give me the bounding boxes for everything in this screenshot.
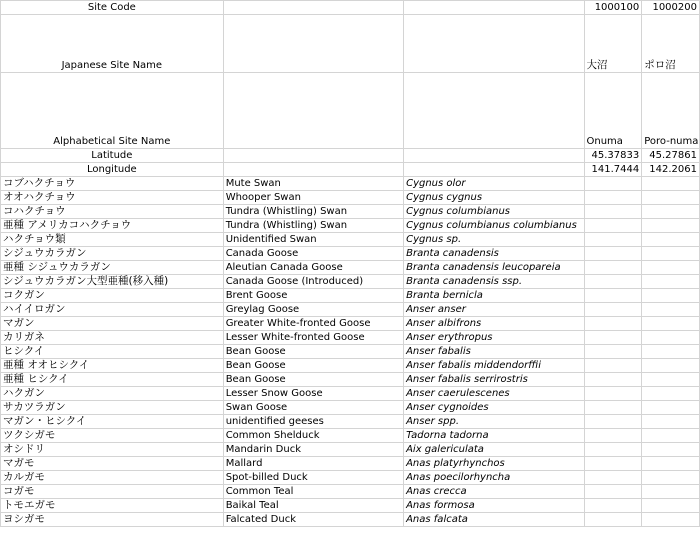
species-scientific-name-cell[interactable]: Cygnus olor bbox=[404, 177, 584, 191]
species-japanese-name-cell[interactable]: シジュウカラガン bbox=[1, 247, 224, 261]
species-scientific-name-cell[interactable]: Anser fabalis serrirostris bbox=[404, 373, 584, 387]
alphabetical-site-name-header[interactable]: Alphabetical Site Name bbox=[1, 73, 224, 149]
species-japanese-name-cell[interactable]: カリガネ bbox=[1, 331, 224, 345]
count-cell[interactable] bbox=[584, 429, 642, 443]
species-row bbox=[1, 191, 700, 205]
species-row bbox=[1, 261, 700, 275]
japanese-site-name-row bbox=[1, 15, 700, 73]
empty-cell[interactable] bbox=[404, 1, 584, 15]
count-cell[interactable] bbox=[584, 513, 642, 527]
count-cell[interactable] bbox=[584, 205, 642, 219]
species-japanese-name-cell[interactable]: コクガン bbox=[1, 289, 224, 303]
longitude-cell[interactable]: 142.2061 bbox=[642, 163, 700, 177]
species-english-name-cell[interactable]: Baikal Teal bbox=[223, 499, 403, 513]
species-row bbox=[1, 219, 700, 233]
count-cell[interactable] bbox=[642, 457, 700, 471]
longitude-row bbox=[1, 163, 700, 177]
species-english-name-cell[interactable]: Unidentified Swan bbox=[223, 233, 403, 247]
species-japanese-name-cell[interactable]: コガモ bbox=[1, 485, 224, 499]
species-japanese-name-cell[interactable]: 亜種 ヒシクイ bbox=[1, 373, 224, 387]
species-japanese-name-cell[interactable]: 亜種 アメリカコハクチョウ bbox=[1, 219, 224, 233]
species-japanese-name-cell[interactable]: マガン・ヒシクイ bbox=[1, 415, 224, 429]
count-cell[interactable] bbox=[584, 275, 642, 289]
site-code-cell[interactable]: 1000100 bbox=[584, 1, 642, 15]
species-scientific-name-cell[interactable]: Anas poecilorhyncha bbox=[404, 471, 584, 485]
count-cell[interactable] bbox=[584, 485, 642, 499]
species-scientific-name-cell[interactable]: Anas formosa bbox=[404, 499, 584, 513]
species-row bbox=[1, 387, 700, 401]
count-cell[interactable] bbox=[584, 191, 642, 205]
species-english-name-cell[interactable]: Mute Swan bbox=[223, 177, 403, 191]
latitude-row bbox=[1, 149, 700, 163]
count-cell[interactable] bbox=[584, 219, 642, 233]
species-english-name-cell[interactable]: Lesser Snow Goose bbox=[223, 387, 403, 401]
species-japanese-name-cell[interactable]: コハクチョウ bbox=[1, 205, 224, 219]
species-row bbox=[1, 429, 700, 443]
species-english-name-cell[interactable]: Mandarin Duck bbox=[223, 443, 403, 457]
species-scientific-name-cell[interactable]: Anser cygnoides bbox=[404, 401, 584, 415]
japanese-site-name-cell[interactable]: 大沼 bbox=[584, 15, 642, 73]
count-cell[interactable] bbox=[584, 499, 642, 513]
empty-cell[interactable] bbox=[404, 73, 584, 149]
species-scientific-name-cell[interactable]: Tadorna tadorna bbox=[404, 429, 584, 443]
alphabetical-site-name-cell[interactable]: Poro-numa bbox=[642, 73, 700, 149]
species-english-name-cell[interactable]: Falcated Duck bbox=[223, 513, 403, 527]
count-cell[interactable] bbox=[642, 359, 700, 373]
empty-cell[interactable] bbox=[404, 149, 584, 163]
species-scientific-name-cell[interactable]: Anser anser bbox=[404, 303, 584, 317]
species-japanese-name-cell[interactable]: 亜種 オオヒシクイ bbox=[1, 359, 224, 373]
empty-cell[interactable] bbox=[223, 163, 403, 177]
site-code-cell[interactable]: 1000200 bbox=[642, 1, 700, 15]
species-row bbox=[1, 359, 700, 373]
count-cell[interactable] bbox=[584, 373, 642, 387]
count-cell[interactable] bbox=[584, 177, 642, 191]
species-english-name-cell[interactable]: Common Teal bbox=[223, 485, 403, 499]
species-scientific-name-cell[interactable]: Cygnus cygnus bbox=[404, 191, 584, 205]
species-row bbox=[1, 499, 700, 513]
species-japanese-name-cell[interactable]: シジュウカラガン大型亜種(移入種) bbox=[1, 275, 224, 289]
species-row bbox=[1, 513, 700, 527]
site-code-row bbox=[1, 1, 700, 15]
count-cell[interactable] bbox=[642, 373, 700, 387]
species-english-name-cell[interactable]: Greater White-fronted Goose bbox=[223, 317, 403, 331]
count-cell[interactable] bbox=[642, 485, 700, 499]
species-japanese-name-cell[interactable]: ヨシガモ bbox=[1, 513, 224, 527]
count-cell[interactable] bbox=[642, 471, 700, 485]
species-english-name-cell[interactable]: Canada Goose bbox=[223, 247, 403, 261]
species-row bbox=[1, 317, 700, 331]
species-scientific-name-cell[interactable]: Cygnus columbianus columbianus bbox=[404, 219, 584, 233]
species-scientific-name-cell[interactable]: Anser fabalis bbox=[404, 345, 584, 359]
species-row bbox=[1, 345, 700, 359]
alphabetical-site-name-row bbox=[1, 73, 700, 149]
japanese-site-name-header[interactable]: Japanese Site Name bbox=[1, 15, 224, 73]
species-english-name-cell[interactable]: Bean Goose bbox=[223, 345, 403, 359]
species-row bbox=[1, 247, 700, 261]
longitude-header[interactable]: Longitude bbox=[1, 163, 224, 177]
count-cell[interactable] bbox=[584, 457, 642, 471]
latitude-header[interactable]: Latitude bbox=[1, 149, 224, 163]
species-scientific-name-cell[interactable]: Branta canadensis bbox=[404, 247, 584, 261]
species-scientific-name-cell[interactable]: Cygnus sp. bbox=[404, 233, 584, 247]
species-english-name-cell[interactable]: Mallard bbox=[223, 457, 403, 471]
species-japanese-name-cell[interactable]: マガモ bbox=[1, 457, 224, 471]
species-japanese-name-cell[interactable]: ヒシクイ bbox=[1, 345, 224, 359]
species-english-name-cell[interactable]: Lesser White-fronted Goose bbox=[223, 331, 403, 345]
species-japanese-name-cell[interactable]: 亜種 シジュウカラガン bbox=[1, 261, 224, 275]
empty-cell[interactable] bbox=[404, 163, 584, 177]
count-cell[interactable] bbox=[642, 219, 700, 233]
count-cell[interactable] bbox=[584, 387, 642, 401]
species-scientific-name-cell[interactable]: Anas falcata bbox=[404, 513, 584, 527]
count-cell[interactable] bbox=[584, 401, 642, 415]
site-code-header[interactable]: Site Code bbox=[1, 1, 224, 15]
species-japanese-name-cell[interactable]: オシドリ bbox=[1, 443, 224, 457]
species-japanese-name-cell[interactable]: コブハクチョウ bbox=[1, 177, 224, 191]
species-japanese-name-cell[interactable]: ハクガン bbox=[1, 387, 224, 401]
species-english-name-cell[interactable]: Whooper Swan bbox=[223, 191, 403, 205]
count-cell[interactable] bbox=[642, 345, 700, 359]
species-scientific-name-cell[interactable]: Branta bernicla bbox=[404, 289, 584, 303]
species-english-name-cell[interactable]: Bean Goose bbox=[223, 373, 403, 387]
japanese-site-name-cell[interactable]: ポロ沼 bbox=[642, 15, 700, 73]
species-japanese-name-cell[interactable]: ツクシガモ bbox=[1, 429, 224, 443]
species-row bbox=[1, 373, 700, 387]
species-scientific-name-cell[interactable]: Anser spp. bbox=[404, 415, 584, 429]
species-row bbox=[1, 457, 700, 471]
species-scientific-name-cell[interactable]: Branta canadensis leucopareia bbox=[404, 261, 584, 275]
count-cell[interactable] bbox=[584, 331, 642, 345]
species-english-name-cell[interactable]: Greylag Goose bbox=[223, 303, 403, 317]
species-scientific-name-cell[interactable]: Anas platyrhynchos bbox=[404, 457, 584, 471]
species-japanese-name-cell[interactable]: ハイイロガン bbox=[1, 303, 224, 317]
species-english-name-cell[interactable]: Common Shelduck bbox=[223, 429, 403, 443]
alphabetical-site-name-cell[interactable]: Onuma bbox=[584, 73, 642, 149]
empty-cell[interactable] bbox=[223, 15, 403, 73]
species-english-name-cell[interactable]: Brent Goose bbox=[223, 289, 403, 303]
species-english-name-cell[interactable]: unidentified geeses bbox=[223, 415, 403, 429]
species-scientific-name-cell[interactable]: Anser fabalis middendorffii bbox=[404, 359, 584, 373]
count-cell[interactable] bbox=[584, 443, 642, 457]
count-cell[interactable] bbox=[642, 205, 700, 219]
species-row bbox=[1, 485, 700, 499]
latitude-cell[interactable]: 45.37833 bbox=[584, 149, 642, 163]
species-row bbox=[1, 401, 700, 415]
count-cell[interactable] bbox=[642, 429, 700, 443]
species-japanese-name-cell[interactable]: マガン bbox=[1, 317, 224, 331]
count-cell[interactable] bbox=[642, 191, 700, 205]
empty-cell[interactable] bbox=[404, 15, 584, 73]
species-scientific-name-cell[interactable]: Anser erythropus bbox=[404, 331, 584, 345]
count-cell[interactable] bbox=[584, 261, 642, 275]
count-cell[interactable] bbox=[584, 415, 642, 429]
species-scientific-name-cell[interactable]: Anser albifrons bbox=[404, 317, 584, 331]
count-cell[interactable] bbox=[642, 289, 700, 303]
species-japanese-name-cell[interactable]: ハクチョウ類 bbox=[1, 233, 224, 247]
species-row bbox=[1, 289, 700, 303]
empty-cell[interactable] bbox=[223, 149, 403, 163]
count-cell[interactable] bbox=[642, 415, 700, 429]
count-cell[interactable] bbox=[642, 443, 700, 457]
species-row bbox=[1, 303, 700, 317]
species-scientific-name-cell[interactable]: Anas crecca bbox=[404, 485, 584, 499]
species-row bbox=[1, 177, 700, 191]
count-cell[interactable] bbox=[584, 317, 642, 331]
species-english-name-cell[interactable]: Aleutian Canada Goose bbox=[223, 261, 403, 275]
count-cell[interactable] bbox=[584, 345, 642, 359]
count-cell[interactable] bbox=[642, 247, 700, 261]
species-row bbox=[1, 471, 700, 485]
species-scientific-name-cell[interactable]: Anser caerulescenes bbox=[404, 387, 584, 401]
species-scientific-name-cell[interactable]: Aix galericulata bbox=[404, 443, 584, 457]
count-cell[interactable] bbox=[642, 177, 700, 191]
latitude-cell[interactable]: 45.27861 bbox=[642, 149, 700, 163]
species-scientific-name-cell[interactable]: Cygnus columbianus bbox=[404, 205, 584, 219]
species-japanese-name-cell[interactable]: オオハクチョウ bbox=[1, 191, 224, 205]
count-cell[interactable] bbox=[584, 289, 642, 303]
count-cell[interactable] bbox=[642, 261, 700, 275]
species-row bbox=[1, 415, 700, 429]
count-cell[interactable] bbox=[584, 247, 642, 261]
count-cell[interactable] bbox=[642, 401, 700, 415]
species-japanese-name-cell[interactable]: カルガモ bbox=[1, 471, 224, 485]
count-cell[interactable] bbox=[642, 233, 700, 247]
count-cell[interactable] bbox=[584, 233, 642, 247]
count-cell[interactable] bbox=[642, 317, 700, 331]
count-cell[interactable] bbox=[642, 513, 700, 527]
species-japanese-name-cell[interactable]: サカツラガン bbox=[1, 401, 224, 415]
count-cell[interactable] bbox=[642, 331, 700, 345]
species-row bbox=[1, 205, 700, 219]
species-row bbox=[1, 443, 700, 457]
species-english-name-cell[interactable]: Spot-billed Duck bbox=[223, 471, 403, 485]
species-english-name-cell[interactable]: Swan Goose bbox=[223, 401, 403, 415]
species-english-name-cell[interactable]: Bean Goose bbox=[223, 359, 403, 373]
species-english-name-cell[interactable]: Tundra (Whistling) Swan bbox=[223, 205, 403, 219]
species-row bbox=[1, 331, 700, 345]
species-row bbox=[1, 233, 700, 247]
count-cell[interactable] bbox=[642, 387, 700, 401]
longitude-cell[interactable]: 141.7444 bbox=[584, 163, 642, 177]
species-scientific-name-cell[interactable]: Branta canadensis ssp. bbox=[404, 275, 584, 289]
count-cell[interactable] bbox=[584, 359, 642, 373]
count-cell[interactable] bbox=[642, 275, 700, 289]
empty-cell[interactable] bbox=[223, 73, 403, 149]
species-japanese-name-cell[interactable]: トモエガモ bbox=[1, 499, 224, 513]
species-english-name-cell[interactable]: Canada Goose (Introduced) bbox=[223, 275, 403, 289]
count-cell[interactable] bbox=[642, 303, 700, 317]
count-cell[interactable] bbox=[584, 303, 642, 317]
count-cell[interactable] bbox=[584, 471, 642, 485]
species-row bbox=[1, 275, 700, 289]
species-english-name-cell[interactable]: Tundra (Whistling) Swan bbox=[223, 219, 403, 233]
empty-cell[interactable] bbox=[223, 1, 403, 15]
count-cell[interactable] bbox=[642, 499, 700, 513]
